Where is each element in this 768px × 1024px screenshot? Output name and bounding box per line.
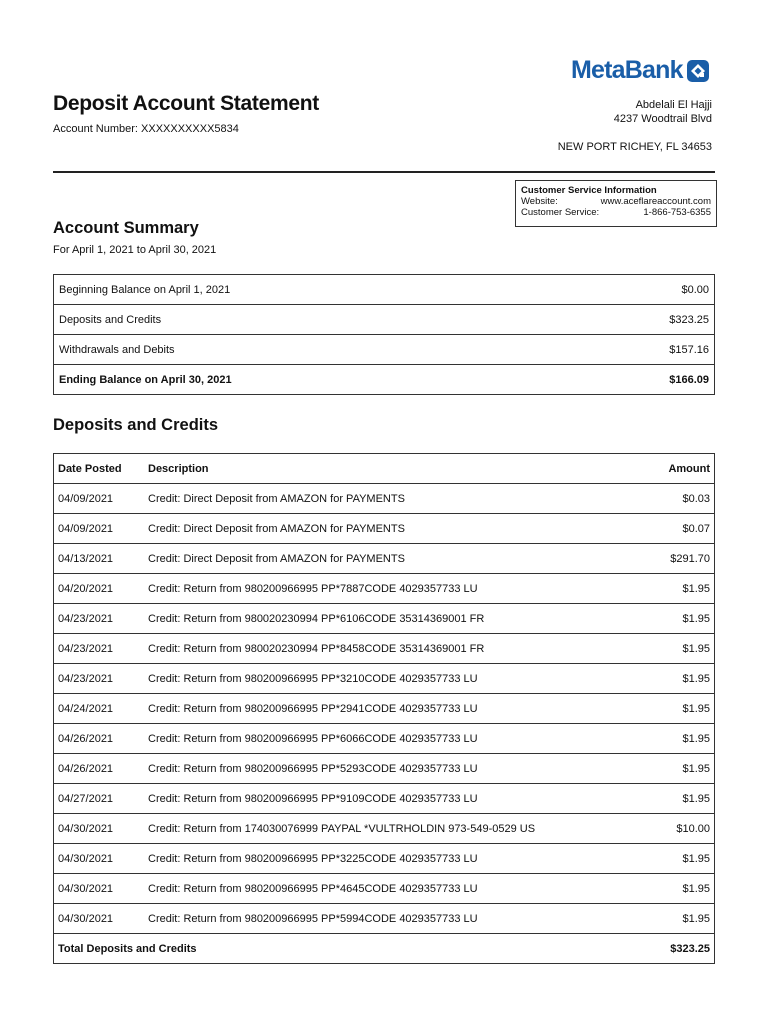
total-label: Total Deposits and Credits xyxy=(54,934,651,964)
summary-row xyxy=(54,335,715,365)
cell-amount: $1.95 xyxy=(650,664,714,694)
table-row xyxy=(54,574,715,604)
table-row xyxy=(54,544,715,574)
summary-label: Withdrawals and Debits xyxy=(54,335,573,365)
mailing-address xyxy=(558,98,712,154)
summary-value: $166.09 xyxy=(572,365,714,395)
cell-description: Credit: Return from 174030076999 PAYPAL *VULTRHOLDIN 973-549-0529 US xyxy=(144,814,650,844)
cell-amount: $291.70 xyxy=(650,544,714,574)
summary-label: Deposits and Credits xyxy=(54,305,573,335)
summary-row xyxy=(54,305,715,335)
cell-date: 04/30/2021 xyxy=(54,874,145,904)
cell-amount: $1.95 xyxy=(650,634,714,664)
cell-description: Credit: Return from 980200966995 PP*9109CODE 4029357733 LU xyxy=(144,784,650,814)
cell-description: Credit: Direct Deposit from AMAZON for PAYMENTS xyxy=(144,544,650,574)
cell-date: 04/30/2021 xyxy=(54,814,145,844)
cell-amount: $1.95 xyxy=(650,754,714,784)
address-city: NEW PORT RICHEY, FL 34653 xyxy=(557,141,712,153)
table-row xyxy=(54,754,715,784)
table-row xyxy=(54,484,715,514)
cell-date: 04/20/2021 xyxy=(54,574,145,604)
summary-value: $157.16 xyxy=(572,335,714,365)
table-header-row xyxy=(54,454,715,484)
statement-title: Deposit Account Statement xyxy=(53,92,319,115)
cell-date: 04/09/2021 xyxy=(54,514,145,544)
cell-date: 04/26/2021 xyxy=(54,724,145,754)
logo-text-meta: Meta xyxy=(571,56,625,84)
deposits-heading: Deposits and Credits xyxy=(53,416,219,434)
column-header-date: Date Posted xyxy=(54,454,145,484)
cell-date: 04/30/2021 xyxy=(54,904,145,934)
cell-description: Credit: Direct Deposit from AMAZON for PAYMENTS xyxy=(144,484,650,514)
account-summary-table xyxy=(53,274,715,395)
cell-amount: $1.95 xyxy=(650,904,714,934)
metabank-mark-icon xyxy=(686,59,710,83)
deposits-total-row xyxy=(54,934,715,964)
table-row xyxy=(54,904,715,934)
logo-text-bank: Bank xyxy=(624,56,683,84)
customer-service-title: Customer Service Information xyxy=(521,185,657,196)
cell-date: 04/13/2021 xyxy=(54,544,145,574)
cell-date: 04/30/2021 xyxy=(54,844,145,874)
summary-value: $323.25 xyxy=(572,305,714,335)
table-row xyxy=(54,664,715,694)
cell-amount: $0.07 xyxy=(650,514,714,544)
deposits-table xyxy=(53,453,715,964)
cell-description: Credit: Return from 980200966995 PP*4645CODE 4029357733 LU xyxy=(144,874,650,904)
website-row xyxy=(521,196,711,207)
table-row xyxy=(54,604,715,634)
summary-row xyxy=(54,275,715,305)
cell-date: 04/23/2021 xyxy=(54,604,145,634)
summary-value: $0.00 xyxy=(572,275,714,305)
customer-service-box xyxy=(515,180,717,227)
column-header-amount: Amount xyxy=(650,454,714,484)
cell-amount: $0.03 xyxy=(650,484,714,514)
cell-date: 04/27/2021 xyxy=(54,784,145,814)
phone-value[interactable]: 1-866-753-6355 xyxy=(643,207,711,218)
table-row xyxy=(54,874,715,904)
summary-total-row xyxy=(54,365,715,395)
address-name: Abdelali El Hajji xyxy=(635,99,712,111)
cell-amount: $1.95 xyxy=(650,844,714,874)
deposits-body xyxy=(54,484,715,934)
cell-amount: $10.00 xyxy=(650,814,714,844)
website-label: Website: xyxy=(521,196,558,207)
cell-description: Credit: Return from 980200966995 PP*6066CODE 4029357733 LU xyxy=(144,724,650,754)
cell-description: Credit: Return from 980200966995 PP*3225CODE 4029357733 LU xyxy=(144,844,650,874)
website-value[interactable]: www.aceflareaccount.com xyxy=(600,196,711,207)
address-street: 4237 Woodtrail Blvd xyxy=(613,113,712,125)
summary-label: Ending Balance on April 30, 2021 xyxy=(54,365,573,395)
cell-date: 04/09/2021 xyxy=(54,484,145,514)
cell-description: Credit: Return from 980200966995 PP*7887CODE 4029357733 LU xyxy=(144,574,650,604)
cell-description: Credit: Return from 980200966995 PP*5994CODE 4029357733 LU xyxy=(144,904,650,934)
metabank-logo xyxy=(571,56,710,85)
cell-amount: $1.95 xyxy=(650,604,714,634)
cell-date: 04/26/2021 xyxy=(54,754,145,784)
table-row xyxy=(54,844,715,874)
table-row xyxy=(54,784,715,814)
table-row xyxy=(54,514,715,544)
cell-date: 04/24/2021 xyxy=(54,694,145,724)
table-row xyxy=(54,634,715,664)
cell-description: Credit: Return from 980020230994 PP*8458CODE 35314369001 FR xyxy=(144,634,650,664)
table-row xyxy=(54,814,715,844)
total-value: $323.25 xyxy=(650,934,714,964)
phone-label: Customer Service: xyxy=(521,207,600,218)
summary-label: Beginning Balance on April 1, 2021 xyxy=(54,275,573,305)
cell-description: Credit: Return from 980200966995 PP*5293CODE 4029357733 LU xyxy=(144,754,650,784)
table-row xyxy=(54,694,715,724)
phone-row xyxy=(521,207,711,218)
cell-amount: $1.95 xyxy=(650,784,714,814)
table-row xyxy=(54,724,715,754)
column-header-description: Description xyxy=(144,454,650,484)
account-number: Account Number: XXXXXXXXXX5834 xyxy=(53,123,239,135)
cell-description: Credit: Return from 980200966995 PP*2941CODE 4029357733 LU xyxy=(144,694,650,724)
cell-amount: $1.95 xyxy=(650,694,714,724)
cell-description: Credit: Direct Deposit from AMAZON for PAYMENTS xyxy=(144,514,650,544)
cell-description: Credit: Return from 980020230994 PP*6106CODE 35314369001 FR xyxy=(144,604,650,634)
cell-amount: $1.95 xyxy=(650,874,714,904)
header-divider xyxy=(53,171,715,173)
cell-amount: $1.95 xyxy=(650,724,714,754)
cell-amount: $1.95 xyxy=(650,574,714,604)
cell-date: 04/23/2021 xyxy=(54,634,145,664)
summary-period: For April 1, 2021 to April 30, 2021 xyxy=(53,244,217,256)
cell-date: 04/23/2021 xyxy=(54,664,145,694)
account-summary-heading: Account Summary xyxy=(53,219,199,237)
cell-description: Credit: Return from 980200966995 PP*3210CODE 4029357733 LU xyxy=(144,664,650,694)
